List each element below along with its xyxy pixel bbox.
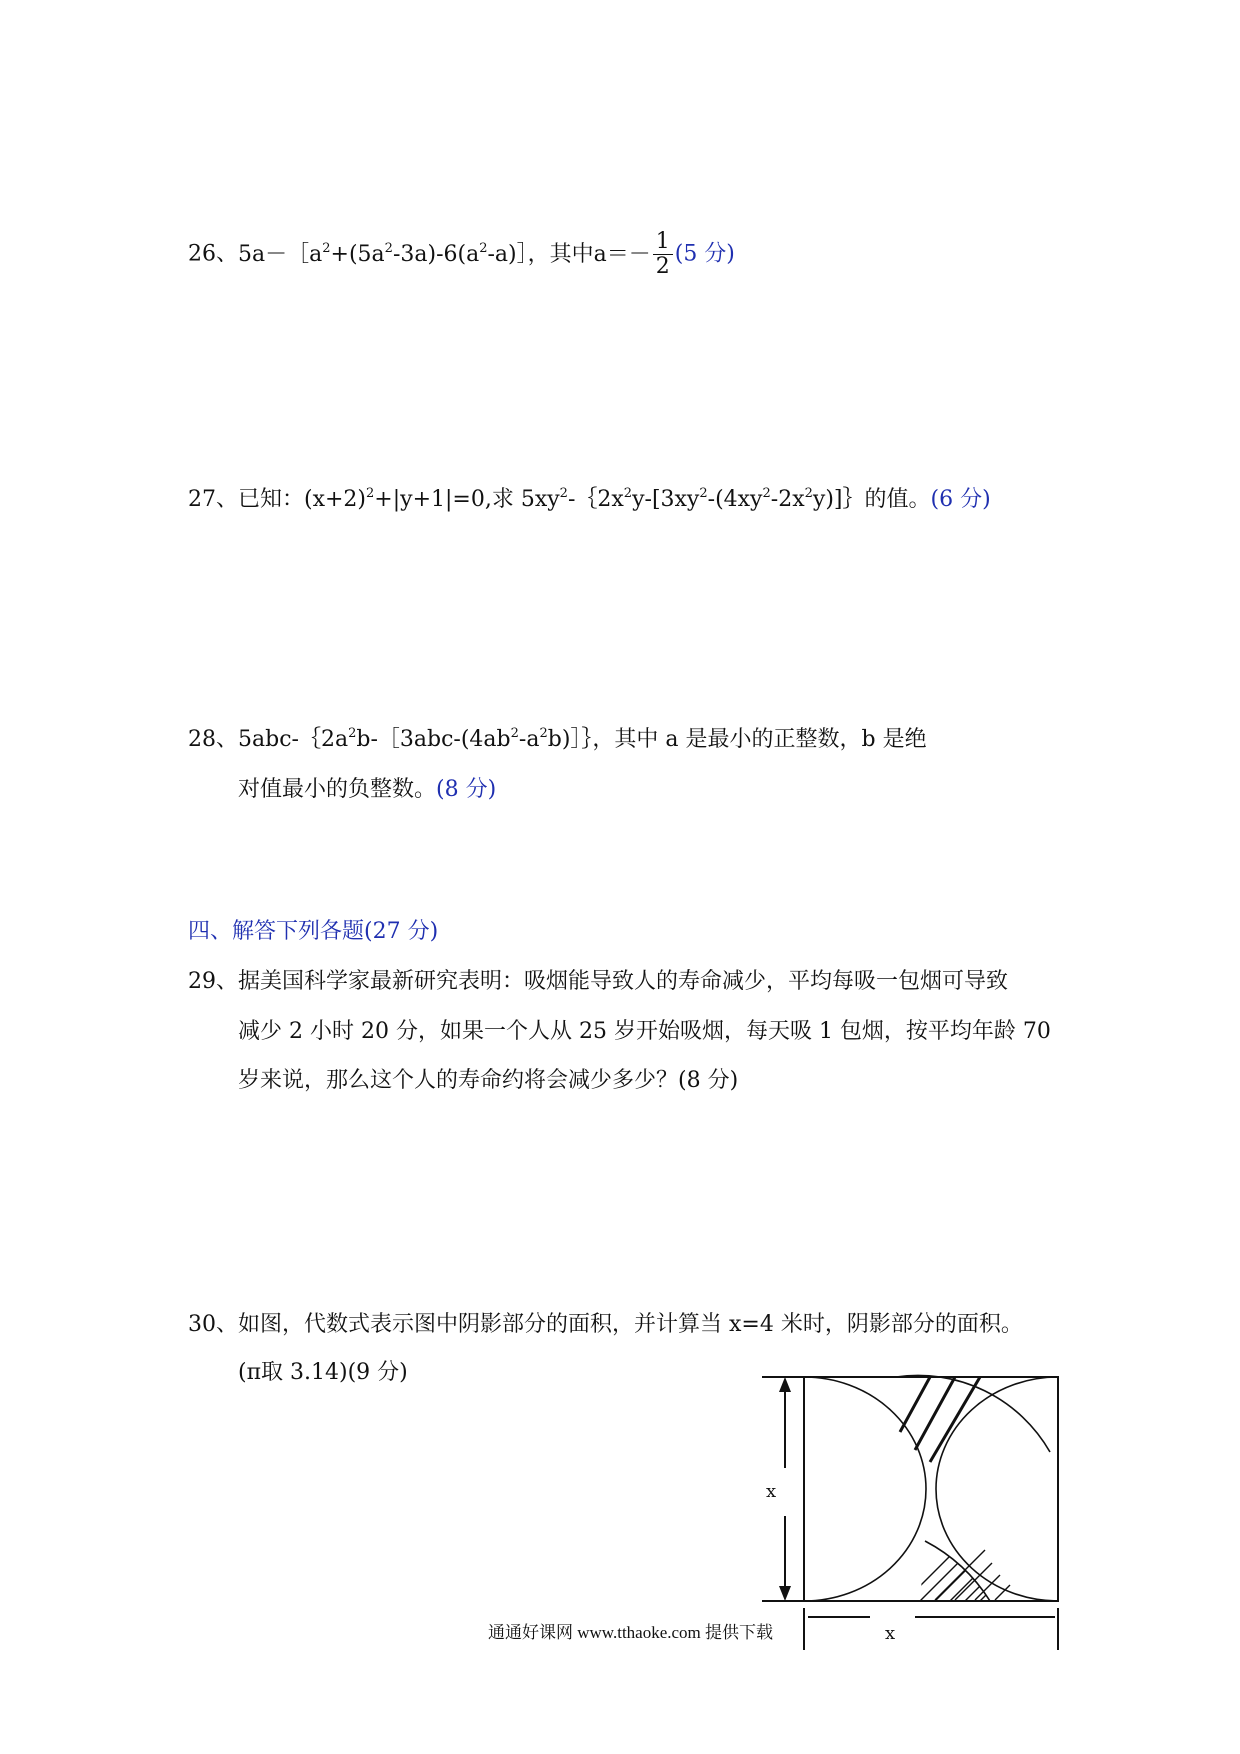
question-number: 28、 — [188, 727, 238, 752]
expression: $5abc-\{2a^2b-[3abc-(4ab^2-a^2b)]\}$，其中 a 是最小的正整数，b 是绝 — [238, 726, 927, 752]
left-arc — [804, 1377, 926, 1601]
fraction-numerator: 1 — [653, 230, 673, 255]
footer-credit: 通通好课网 www.tthaoke.com 提供下载 — [488, 1623, 774, 1642]
score: (5 分) — [674, 241, 735, 267]
horizontal-dimension-label: x — [885, 1623, 896, 1644]
square-outline — [804, 1377, 1058, 1601]
horizontal-dimension — [804, 1608, 1058, 1650]
expression: 已知：$(x+2)^2+|y+1|=0$,求 $5xy^2-\{2x^2y-[3xy^2-(4xy^2-2x^2y)]\}$的值。 — [238, 486, 931, 512]
arrowhead-down — [779, 1586, 791, 1601]
question-number: 27、 — [188, 487, 238, 512]
score: (6 分) — [930, 487, 991, 512]
question-29-line-2: 减少 2 小时 20 分，如果一个人从 25 岁开始吸烟，每天吸 1 包烟，按平均年龄 70 — [238, 1019, 1051, 1044]
question-29-line-3: 岁来说，那么这个人的寿命约将会减少多少？(8 分) — [238, 1068, 739, 1093]
score: (8 分) — [436, 777, 497, 802]
question-30-line-1: 30、如图，代数式表示图中阴影部分的面积，并计算当 x=4 米时，阴影部分的面积。 — [188, 1312, 1023, 1337]
expression: $5a-[a^2+(5a^2-3a)-6(a^2-a)]$，其中a＝－ — [238, 240, 651, 267]
vertical-dimension-label: x — [766, 1481, 777, 1502]
top-hatching — [900, 1377, 980, 1462]
text: 对值最小的负整数。 — [238, 777, 437, 802]
section-heading: 四、解答下列各题(27 分) — [188, 919, 439, 944]
question-30-line-2: (π取 3.14)(9 分) — [238, 1360, 408, 1385]
question-number: 26、 — [188, 241, 238, 267]
fraction-denominator: 2 — [655, 254, 670, 279]
question-29-line-1: 29、据美国科学家最新研究表明：吸烟能导致人的寿命减少，平均每吸一包烟可导致 — [188, 969, 1008, 994]
arrowhead-up — [779, 1377, 791, 1392]
